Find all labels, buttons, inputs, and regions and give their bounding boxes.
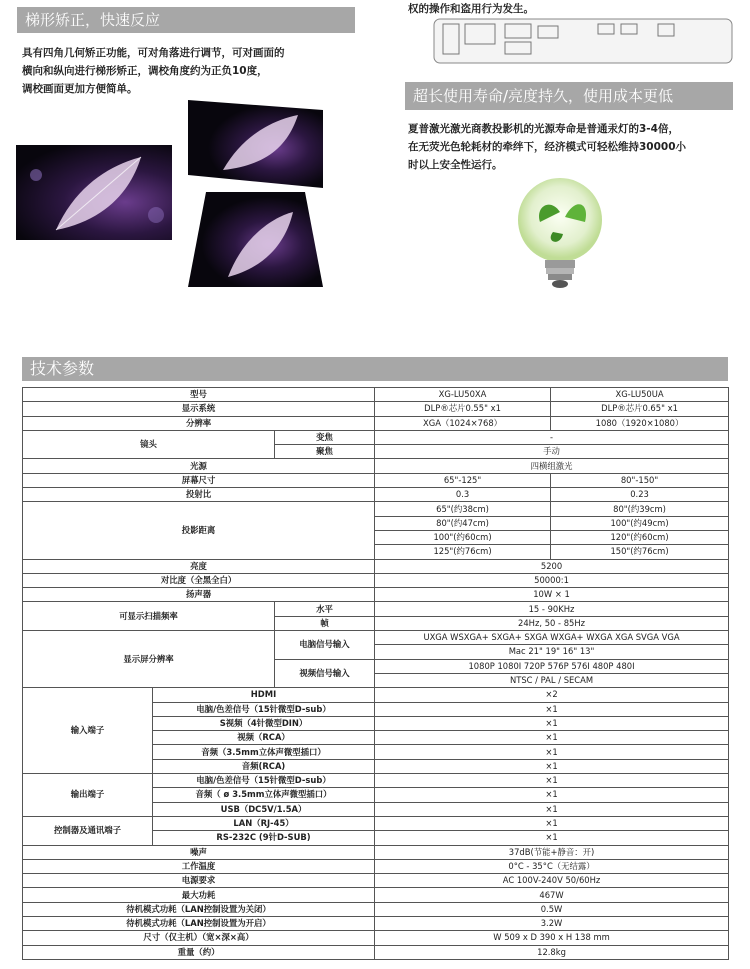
table-row bbox=[23, 602, 729, 616]
table-row bbox=[23, 488, 729, 502]
table-row bbox=[23, 416, 729, 430]
spec-value: 1080（1920×1080） bbox=[551, 416, 729, 430]
spec-value: XG-LU50XA bbox=[375, 388, 551, 402]
spec-sublabel: 聚焦 bbox=[275, 445, 375, 459]
table-row bbox=[23, 573, 729, 587]
spec-label: 控制器及通讯端子 bbox=[23, 816, 153, 845]
spec-value: 15 - 90KHz bbox=[375, 602, 729, 616]
spec-label: 分辨率 bbox=[23, 416, 375, 430]
leaf-picture-skewed bbox=[188, 100, 323, 188]
spec-label: 对比度（全黑全白） bbox=[23, 573, 375, 587]
table-row bbox=[23, 388, 729, 402]
lifespan-line: 在无荧光色轮耗材的牵绊下，经济模式可轻松维持30000小 bbox=[408, 141, 687, 153]
keystone-paragraph bbox=[22, 44, 352, 98]
spec-label: 型号 bbox=[23, 388, 375, 402]
spec-label: 重量（约） bbox=[23, 945, 375, 959]
spec-value: 0.3 bbox=[375, 488, 551, 502]
spec-value: 120"(约60cm) bbox=[551, 530, 729, 544]
spec-value: ×1 bbox=[375, 731, 729, 745]
spec-sublabel: S视频（4针微型DIN） bbox=[153, 716, 375, 730]
eco-lightbulb-image bbox=[505, 172, 615, 290]
spec-value: 50000:1 bbox=[375, 573, 729, 587]
spec-sublabel: 水平 bbox=[275, 602, 375, 616]
spec-value: ×1 bbox=[375, 802, 729, 816]
spec-value: - bbox=[375, 430, 729, 444]
table-row bbox=[23, 931, 729, 945]
spec-value: UXGA WSXGA+ SXGA+ SXGA WXGA+ WXGA XGA SVGA VGA bbox=[375, 631, 729, 645]
table-row bbox=[23, 473, 729, 487]
spec-value: ×1 bbox=[375, 774, 729, 788]
table-row bbox=[23, 902, 729, 916]
spec-sublabel: 音频（3.5mm立体声微型插口） bbox=[153, 745, 375, 759]
keystone-heading-banner bbox=[17, 7, 355, 33]
spec-value: 100"(约49cm) bbox=[551, 516, 729, 530]
spec-sublabel: 帧 bbox=[275, 616, 375, 630]
spec-value: ×1 bbox=[375, 745, 729, 759]
spec-value: W 509 x D 390 x H 138 mm bbox=[375, 931, 729, 945]
spec-value: 125"(约76cm) bbox=[375, 545, 551, 559]
rear-panel-drawing bbox=[433, 18, 733, 64]
security-text-tail bbox=[408, 0, 728, 18]
spec-label: 显示系统 bbox=[23, 402, 375, 416]
table-row bbox=[23, 774, 729, 788]
table-row bbox=[23, 816, 729, 830]
spec-sublabel: 电脑/色差信号（15针微型D-sub） bbox=[153, 774, 375, 788]
keystone-line: 横向和纵向进行梯形矫正，调校角度约为正负10度， bbox=[22, 65, 268, 77]
table-row bbox=[23, 559, 729, 573]
spec-value: ×1 bbox=[375, 816, 729, 830]
lifespan-heading: 超长使用寿命/亮度持久，使用成本更低 bbox=[413, 87, 674, 105]
spec-label: 显示屏分辨率 bbox=[23, 631, 275, 688]
spec-label: 屏幕尺寸 bbox=[23, 473, 375, 487]
spec-sublabel: 电脑/色差信号（15针微型D-sub） bbox=[153, 702, 375, 716]
spec-value: ×1 bbox=[375, 788, 729, 802]
spec-value: 0°C - 35°C（无结露） bbox=[375, 859, 729, 873]
spec-label: 尺寸（仅主机）（宽×深×高） bbox=[23, 931, 375, 945]
spec-value: 1080P 1080I 720P 576P 576I 480P 480I bbox=[375, 659, 729, 673]
table-row bbox=[23, 916, 729, 930]
table-row bbox=[23, 502, 729, 516]
spec-value: 手动 bbox=[375, 445, 729, 459]
projector-rear-panel bbox=[433, 18, 733, 64]
spec-value: 0.5W bbox=[375, 902, 729, 916]
table-row bbox=[23, 588, 729, 602]
spec-sublabel: 电脑信号输入 bbox=[275, 631, 375, 660]
keystone-line: 调校画面更加方便简单。 bbox=[22, 83, 138, 95]
spec-value: 150"(约76cm) bbox=[551, 545, 729, 559]
spec-value: ×2 bbox=[375, 688, 729, 702]
spec-table bbox=[22, 387, 729, 960]
spec-value: ×1 bbox=[375, 759, 729, 773]
spec-label: 待机模式功耗（LAN控制设置为开启） bbox=[23, 916, 375, 930]
spec-label: 扬声器 bbox=[23, 588, 375, 602]
keystone-line: 具有四角几何矫正功能，可对角落进行调节，可对画面的 bbox=[22, 47, 285, 59]
spec-sublabel: USB（DC5V/1.5A） bbox=[153, 802, 375, 816]
spec-sublabel: 变焦 bbox=[275, 430, 375, 444]
spec-label: 镜头 bbox=[23, 430, 275, 459]
lifespan-line: 时以上安全性运行。 bbox=[408, 159, 503, 171]
spec-label: 光源 bbox=[23, 459, 375, 473]
lifespan-heading-banner bbox=[405, 82, 733, 110]
spec-value: 24Hz, 50 - 85Hz bbox=[375, 616, 729, 630]
spec-label: 最大功耗 bbox=[23, 888, 375, 902]
spec-value: 四横组激光 bbox=[375, 459, 729, 473]
keystone-image-top bbox=[188, 100, 323, 188]
table-row bbox=[23, 459, 729, 473]
lifespan-line: 夏普激光激光商教投影机的光源寿命是普通汞灯的3-4倍， bbox=[408, 123, 679, 135]
spec-value: 80"-150" bbox=[551, 473, 729, 487]
spec-label: 输入端子 bbox=[23, 688, 153, 774]
spec-value: NTSC / PAL / SECAM bbox=[375, 673, 729, 687]
spec-value: 10W × 1 bbox=[375, 588, 729, 602]
spec-value: 65"-125" bbox=[375, 473, 551, 487]
spec-label: 投影距离 bbox=[23, 502, 375, 559]
spec-value: 12.8kg bbox=[375, 945, 729, 959]
spec-sublabel: 音频（ ø 3.5mm立体声微型插口） bbox=[153, 788, 375, 802]
spec-sublabel: RS-232C (9针D-SUB) bbox=[153, 831, 375, 845]
spec-value: ×1 bbox=[375, 702, 729, 716]
leaf-picture-trapezoid bbox=[188, 192, 323, 287]
table-row bbox=[23, 631, 729, 645]
spec-value: AC 100V-240V 50/60Hz bbox=[375, 874, 729, 888]
spec-label: 投射比 bbox=[23, 488, 375, 502]
spec-label: 待机模式功耗（LAN控制设置为关闭） bbox=[23, 902, 375, 916]
spec-title: 技术参数 bbox=[22, 357, 728, 381]
table-row bbox=[23, 402, 729, 416]
spec-label: 电源要求 bbox=[23, 874, 375, 888]
spec-value: 467W bbox=[375, 888, 729, 902]
spec-value: 80"(约39cm) bbox=[551, 502, 729, 516]
spec-value: ×1 bbox=[375, 831, 729, 845]
spec-sublabel: 视频信号输入 bbox=[275, 659, 375, 688]
spec-value: 5200 bbox=[375, 559, 729, 573]
security-text-line: 权的操作和盗用行为发生。 bbox=[408, 3, 534, 15]
spec-label: 噪声 bbox=[23, 845, 375, 859]
spec-sublabel: HDMI bbox=[153, 688, 375, 702]
spec-value: XGA（1024×768） bbox=[375, 416, 551, 430]
spec-sublabel: 音频(RCA) bbox=[153, 759, 375, 773]
table-row bbox=[23, 945, 729, 959]
keystone-image-bottom bbox=[188, 192, 323, 287]
spec-value: 0.23 bbox=[551, 488, 729, 502]
spec-label: 可显示扫描频率 bbox=[23, 602, 275, 631]
table-row bbox=[23, 888, 729, 902]
spec-value: 65"(约38cm) bbox=[375, 502, 551, 516]
spec-sublabel: 视频（RCA） bbox=[153, 731, 375, 745]
keystone-heading: 梯形矫正，快速反应 bbox=[25, 11, 161, 29]
spec-value: ×1 bbox=[375, 716, 729, 730]
spec-label: 输出端子 bbox=[23, 774, 153, 817]
lifespan-paragraph bbox=[408, 120, 733, 174]
leaf-picture bbox=[16, 145, 172, 240]
table-row bbox=[23, 845, 729, 859]
spec-value: 100"(约60cm) bbox=[375, 530, 551, 544]
spec-sublabel: LAN（RJ-45） bbox=[153, 816, 375, 830]
table-row bbox=[23, 859, 729, 873]
green-bulb-icon bbox=[505, 172, 615, 290]
keystone-image-main bbox=[16, 145, 172, 240]
spec-value: Mac 21" 19" 16" 13" bbox=[375, 645, 729, 659]
spec-value: 80"(约47cm) bbox=[375, 516, 551, 530]
spec-value: 37dB(节能+静音：开) bbox=[375, 845, 729, 859]
spec-value: XG-LU50UA bbox=[551, 388, 729, 402]
spec-value: 3.2W bbox=[375, 916, 729, 930]
table-row bbox=[23, 688, 729, 702]
table-row bbox=[23, 430, 729, 444]
table-row bbox=[23, 874, 729, 888]
spec-value: DLP®芯片0.55" x1 bbox=[375, 402, 551, 416]
spec-value: DLP®芯片0.65" x1 bbox=[551, 402, 729, 416]
spec-label: 亮度 bbox=[23, 559, 375, 573]
spec-label: 工作温度 bbox=[23, 859, 375, 873]
